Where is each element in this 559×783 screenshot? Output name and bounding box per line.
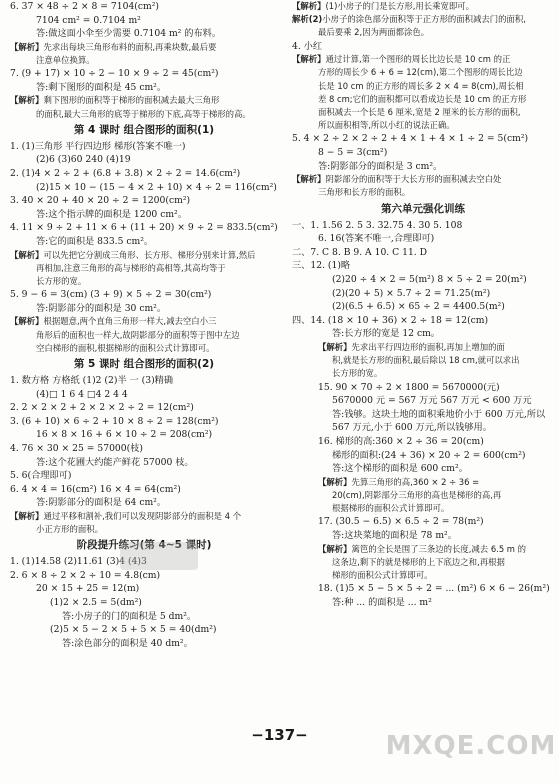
answer-line	[10, 569, 278, 583]
line-text: 1. 数方格 方格纸 (1)2 (2)半 一 (3)精确	[10, 374, 174, 386]
answer-line	[292, 449, 554, 463]
line-text: 二、7. C 8. B 9. A 10. C 11. D	[292, 246, 427, 258]
answer-line	[10, 14, 278, 28]
line-text: 2. (1)4 × 2 ÷ 2 + (6.8 + 3.8) × 2 ÷ 2 = 14.6(cm²)	[10, 167, 241, 179]
explanation-line	[10, 249, 278, 262]
answer-line	[292, 273, 554, 287]
line-text: 5670000 元 = 567 万元 567 万元 < 600 万元	[332, 395, 532, 407]
explanation-tag: 【解析】	[292, 174, 326, 185]
explanation-line	[292, 569, 554, 582]
line-text: 先求出平行四边形的面积,再加上增加的面	[351, 341, 505, 352]
answer-line	[292, 300, 554, 314]
explanation-tag: 【解析】	[10, 316, 44, 327]
answer-line	[10, 596, 278, 610]
answer-line	[10, 442, 278, 456]
line-text: 答:长方形的宽是 12 cm。	[332, 328, 440, 340]
explanation-line	[10, 108, 278, 121]
explanation-line	[10, 342, 278, 355]
answer-line	[10, 153, 278, 167]
explanation-line	[292, 341, 554, 354]
line-text: 答:这个花圃大约能产鲜花 57000 枝。	[36, 456, 194, 468]
answer-line	[10, 288, 278, 302]
line-text: 一、1. 1.56 2. 5 3. 32.75 4. 30 5. 108	[292, 219, 463, 231]
line-text: (2)5 × 5 − 2 × 5 + 5 × 5 = 40(dm²)	[50, 624, 217, 636]
line-text: 6. 4 × 4 = 16(cm²) 16 × 4 = 64(cm²)	[10, 483, 181, 495]
line-text: (2)20 ÷ 4 × 2 = 5(m²) 8 × 5 ÷ 2 = 20(m²)	[332, 273, 527, 285]
explanation-line	[10, 510, 278, 523]
answer-line	[10, 81, 278, 95]
explanation-line	[292, 26, 554, 39]
explanation-tag: 【解析】	[318, 476, 352, 487]
line-text: 小房子的涂色部分面积等于正方形的面积减去门的面积,	[322, 14, 526, 25]
explanation-tag: 【解析】	[318, 341, 352, 352]
line-text: 四、14. (18 × 10 + 36) × 2 ÷ 18 = 12(cm)	[292, 314, 489, 326]
answer-line	[10, 582, 278, 596]
line-text: 答:种 ... 的面积是 ... m²	[332, 596, 432, 608]
explanation-tag: 解析(2)	[292, 14, 323, 25]
line-text: (4)□ 1 6 4 □4 2 4 4	[36, 388, 128, 400]
line-text: 第六单元强化训练	[381, 202, 465, 215]
explanation-line	[10, 94, 278, 107]
line-text: 17. (30.5 − 6.5) × 6.5 ÷ 2 = 78(m²)	[318, 516, 484, 528]
answer-line	[10, 302, 278, 316]
answer-line	[292, 40, 554, 54]
answer-line	[292, 246, 554, 260]
line-text: 答:这块菜地的面积是 78 m²。	[332, 529, 457, 541]
answer-line	[10, 27, 278, 41]
line-text: 梯形的面积:(24 + 36) × 20 ÷ 2 = 600(cm²)	[332, 449, 526, 461]
line-text: 篱笆的全长是围了三条边的长度,减去 6.5 m 的	[351, 543, 526, 554]
answer-line	[10, 456, 278, 470]
line-text: 方形的周长少 6 + 6 = 12(cm),第二个图形的周长比边	[318, 67, 523, 78]
line-text: 最后要乘 2,因为两面都涂色。	[318, 27, 430, 38]
line-text: 先求出每块三角形布料的面积,再乘块数,最后要	[43, 41, 217, 52]
explanation-line	[292, 53, 554, 66]
answer-line	[10, 374, 278, 388]
answer-line	[292, 314, 554, 328]
line-text: 3. (6 + 10) × 6 ÷ 2 + 10 × 8 ÷ 2 = 128(cm²)	[10, 415, 219, 427]
answer-line	[292, 287, 554, 301]
line-text: 答:做这面小伞至少需要 0.7104 m² 的布料。	[36, 28, 222, 40]
line-text: 567 万元,小于 600 万元,所以钱够用。	[332, 422, 492, 434]
explanation-tag: 【解析】	[292, 1, 326, 11]
answer-line	[10, 181, 278, 195]
answer-line	[10, 235, 278, 249]
answer-line	[10, 67, 278, 81]
answer-line	[292, 381, 554, 395]
right-column	[292, 0, 554, 609]
answer-line	[292, 529, 554, 543]
explanation-tag: 【解析】	[10, 510, 44, 521]
answer-line	[10, 483, 278, 497]
explanation-tag: 【解析】	[292, 54, 326, 65]
line-text: 答:剩下图形的面积是 45 cm²。	[36, 81, 167, 93]
line-text: 1. (1)三角形 平行四边形 梯形(答案不唯一)	[10, 140, 186, 152]
answer-line	[292, 408, 554, 422]
section-heading	[10, 122, 278, 139]
explanation-line	[10, 523, 278, 536]
line-text: 可以先把它分割成三角形、长方形、梯形分别来计算,然后	[43, 249, 256, 260]
line-text: 2. 2 × 2 × 2 + 2 × 2 × 2 ÷ 2 = 12(cm²)	[10, 402, 194, 414]
explanation-tag: 【解析】	[10, 249, 44, 260]
line-text: 4. 11 × 9 ÷ 2 + 11 × 6 + (11 + 20) × 9 ÷ 2 = 833.5(cm²)	[10, 222, 278, 234]
answer-line	[10, 401, 278, 415]
line-text: 通过计算,第一个图形的周长比边长是 10 cm 的正	[325, 54, 511, 65]
answer-line	[10, 194, 278, 208]
answer-line	[292, 596, 554, 610]
explanation-line	[292, 489, 554, 502]
line-text: 长方形的宽。	[332, 368, 383, 379]
answer-line	[292, 462, 554, 476]
line-text: 第 4 课时 组合图形的面积(1)	[73, 123, 215, 136]
line-text: 通过平移和割补,我们可以发现阴影部分的面积是 4 个	[43, 510, 242, 521]
line-text: 20(cm),阴影部分三角形的高也是梯形的高,再	[332, 489, 502, 500]
answer-line	[292, 435, 554, 449]
explanation-line	[292, 476, 554, 489]
line-text: 梯形的面积公式计算即可。	[332, 569, 433, 580]
line-text: 剩下图形的面积等于梯形的面积减去最大三角形	[43, 95, 220, 106]
line-text: (2)15 × 10 − (15 − 4 × 2 + 10) × 4 ÷ 2 = 116(cm²)	[36, 181, 277, 193]
answer-line	[292, 146, 554, 160]
line-text: 阶段提升练习(第 4~5 课时)	[76, 539, 212, 552]
answer-line	[292, 219, 554, 233]
explanation-line	[292, 66, 554, 79]
answer-line	[292, 421, 554, 435]
line-text: 空白梯形的面积,根据梯形的面积公式计算即可。	[36, 342, 215, 353]
answer-line	[292, 582, 554, 596]
line-text: 答:阴影部分的面积是 30 cm²。	[36, 302, 167, 314]
explanation-line	[292, 119, 554, 132]
line-text: 答:这个梯形的面积是 600 cm²。	[332, 463, 468, 475]
answer-line	[292, 160, 554, 174]
answer-line	[10, 496, 278, 510]
line-text: 8 − 5 = 3(cm²)	[318, 147, 388, 159]
line-text: 这条边,剩下的就是梯形的上下底边之和,再根据	[332, 556, 505, 567]
line-text: 2. 6 × 8 ÷ 2 × 2 ÷ 10 = 4.8(cm)	[10, 569, 161, 581]
line-text: 答:这个指示牌的面积是 1200 cm²。	[36, 208, 187, 220]
line-text: 长是 10 cm 的正方形的周长多 2 × 4 = 8(cm),周长相	[318, 80, 524, 91]
explanation-line	[10, 262, 278, 275]
line-text: 先算三角形的高,360 × 2 ÷ 36 =	[351, 476, 480, 487]
line-text: 根据题意,两个直角三角形一样大,减去空白小三	[43, 316, 217, 327]
explanation-line	[292, 186, 554, 199]
line-text: 长方形的宽。	[36, 275, 87, 286]
explanation-line	[10, 54, 278, 67]
line-text: 5. 4 × 2 ÷ 2 × 2 ÷ 2 + 4 × 1 + 4 × 1 ÷ 2 = 5(cm²)	[292, 133, 529, 145]
section-heading	[10, 356, 278, 373]
faded-stamp	[120, 542, 198, 570]
line-text: 6. 37 × 48 ÷ 2 × 8 = 7104(cm²)	[10, 1, 160, 12]
line-text: 答:阴影部分的面积是 64 cm²。	[36, 497, 167, 509]
line-text: 6. 16(答案不唯一,合理即可)	[318, 233, 435, 245]
line-text: 1. (1)14.58 (2)11.61 (3)4 (4)3	[10, 556, 147, 568]
line-text: 答:涂色部分的面积是 40 dm²。	[62, 637, 193, 649]
answer-line	[10, 388, 278, 402]
answer-line	[292, 232, 554, 246]
explanation-line	[292, 367, 554, 380]
explanation-line	[10, 41, 278, 54]
explanation-line	[292, 93, 554, 106]
section-heading	[292, 201, 554, 218]
line-text: (2)(20 + 5) × 5.7 ÷ 2 = 71.25(m²)	[332, 287, 491, 299]
explanation-line	[292, 13, 554, 26]
answer-line	[10, 140, 278, 154]
line-text: 面积减去一个长是 6 厘米,宽是 2 厘米的长方形的面积,	[318, 107, 521, 118]
line-text: 15. 90 × 70 ÷ 2 × 1800 = 5670000(元)	[318, 381, 500, 393]
explanation-line	[292, 173, 554, 186]
line-text: (1)2 × 2.5 = 5(dm²)	[50, 597, 142, 609]
answer-line	[10, 610, 278, 624]
explanation-tag: 【解析】	[10, 41, 44, 52]
answer-line	[292, 327, 554, 341]
line-text: 答:它的面积是 833.5 cm²。	[36, 235, 154, 247]
line-text: 答:小房子的门的面积是 5 dm²。	[62, 610, 197, 622]
line-text: 再相加,注意三角形的高与梯形的高相等,其高均等于	[36, 262, 226, 273]
line-text: 7104 cm² = 0.7104 m²	[36, 14, 141, 26]
line-text: 18. (1)5 × 5 − 5 × 5 ÷ 2 = ... (m²) 6 × 6 − 26(m²)	[318, 583, 550, 595]
line-text: 4. 76 × 30 × 25 = 57000(枝)	[10, 442, 143, 454]
explanation-line	[292, 0, 554, 13]
line-text: 所以面积相等,所以小红的说法正确。	[318, 120, 455, 131]
answer-line	[10, 415, 278, 429]
line-text: 3. 40 × 20 + 40 × 20 ÷ 2 = 1200(cm²)	[10, 195, 191, 207]
explanation-line	[292, 502, 554, 515]
line-text: 第 5 课时 组合图形的面积(2)	[73, 357, 215, 370]
answer-line	[10, 428, 278, 442]
line-text: 5. 9 − 6 = 3(cm) (3 + 9) × 5 ÷ 2 = 30(cm²)	[10, 289, 212, 301]
answer-line	[292, 132, 554, 146]
answer-line	[292, 515, 554, 529]
line-text: 阴影部分的面积等于大长方形的面积减去空白处	[325, 174, 502, 185]
answer-line	[292, 259, 554, 273]
page-number: −137−	[251, 726, 308, 744]
line-text: (2)(6.5 + 6.5) × 65 ÷ 2 = 4400.5(m²)	[332, 301, 505, 313]
line-text: 16 × 8 × 16 + 6 × 10 ÷ 2 = 208(cm²)	[36, 429, 213, 441]
explanation-line	[10, 315, 278, 328]
line-text: 20 × 15 + 25 = 12(m)	[36, 583, 140, 595]
explanation-line	[292, 80, 554, 93]
explanation-tag: 【解析】	[10, 95, 44, 106]
line-text: 注意单位换算。	[36, 54, 95, 65]
line-text: 答:钱够。这块土地的面积乘地价小于 600 万元,所以	[332, 408, 546, 420]
line-text: 4. 小红	[292, 40, 323, 52]
line-text: 积,就是长方形的面积,最后除以 18 cm,就可以求出	[332, 355, 520, 366]
line-text: 7. (9 + 17) × 10 ÷ 2 − 10 × 9 ÷ 2 = 45(cm²)	[10, 68, 219, 80]
watermark-text: MXQE.COM	[385, 730, 557, 761]
answer-line	[10, 208, 278, 222]
explanation-line	[292, 354, 554, 367]
answer-line	[10, 221, 278, 235]
line-text: 16. 梯形的高:360 × 2 ÷ 36 = 20(cm)	[318, 435, 484, 447]
answer-line	[10, 637, 278, 651]
answer-line	[292, 394, 554, 408]
line-text: 5. 6(合理即可)	[10, 470, 72, 482]
explanation-line	[10, 329, 278, 342]
line-text: 三角形和长方形的面积。	[318, 187, 411, 198]
answer-line	[10, 167, 278, 181]
line-text: 三、12. (1)略	[292, 260, 351, 272]
line-text: 差 8 cm;它们的面积都可以看成边长是 10 cm 的正方形	[318, 93, 527, 104]
line-text: 角形后的面积也一样大,故阴影部分的面积等于图中左边	[36, 329, 240, 340]
line-text: 根据梯形的面积公式计算即可。	[332, 503, 450, 514]
answer-line	[10, 0, 278, 14]
line-text: 小正方形的面积。	[36, 524, 103, 535]
line-text: (2)6 (3)60 240 (4)19	[36, 154, 131, 166]
explanation-tag: 【解析】	[318, 543, 352, 554]
explanation-line	[292, 106, 554, 119]
line-text: (1)小房子的门是长方形,用长乘宽即可。	[325, 1, 475, 11]
answer-line	[10, 623, 278, 637]
explanation-line	[292, 543, 554, 556]
watermark-logo	[385, 718, 557, 773]
line-text: 答:阴影部分的面积是 3 cm²。	[318, 160, 443, 172]
explanation-line	[292, 556, 554, 569]
answer-line	[10, 469, 278, 483]
line-text: 的面积,最大三角形的底等于梯形的下底,高等于梯形的高。	[36, 108, 251, 119]
explanation-line	[10, 275, 278, 288]
